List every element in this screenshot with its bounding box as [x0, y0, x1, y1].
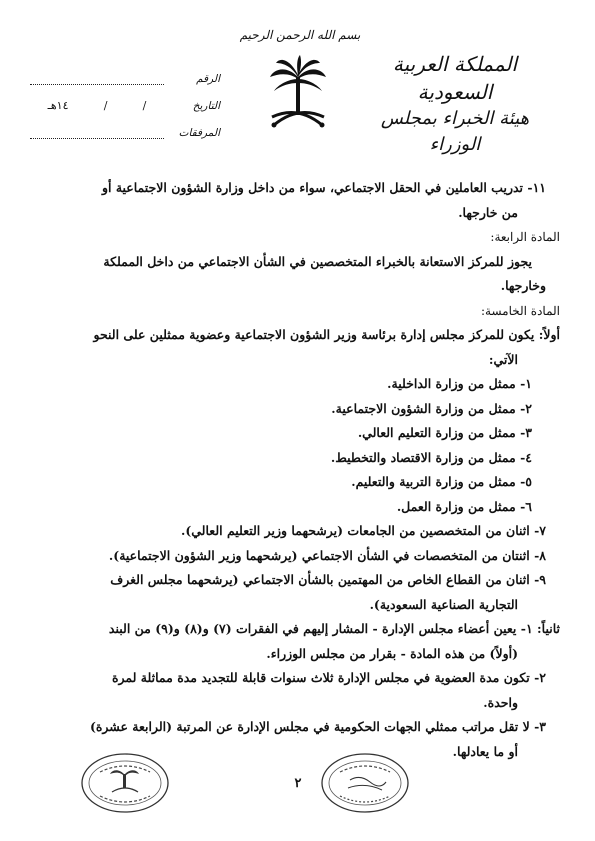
attachments-label: المرفقات [178, 127, 220, 139]
member-item: ٣- ممثل من وزارة التعليم العالي. [357, 425, 532, 440]
item-11-line-2: من خارجها. [458, 204, 518, 220]
member-9-line-1: ٩- اثنان من القطاع الخاص من المهتمين بالشأن الاجتماعي (يرشحهما مجلس الغرف [110, 572, 546, 587]
date-row [30, 85, 220, 112]
org-line-1: المملكة العربية السعودية [392, 52, 518, 104]
member-item: ٥- ممثل من وزارة التربية والتعليم. [351, 474, 532, 489]
member-9-line-2: التجارية الصناعية السعودية). [369, 596, 518, 612]
second-clause-3-line-1: ٣- لا تقل مراتب ممثلي الجهات الحكومية في مجلس الإدارة عن المرتبة (الرابعة عشرة) [89, 719, 546, 734]
ref-number-label: الرقم [196, 73, 220, 85]
article-4-line-2: وخارجها. [500, 278, 546, 293]
member-item: ٤- ممثل من وزارة الاقتصاد والتخطيط. [330, 449, 532, 465]
official-stamp-icon [320, 752, 410, 814]
date-label: التاريخ [192, 100, 220, 112]
article-4-heading: المادة الرابعة: [490, 230, 560, 244]
second-clause-2-line-2: واحدة. [483, 694, 518, 710]
member-item: ٧- اثنان من المتخصصين من الجامعات (يرشحهما وزير التعليم العالي). [181, 523, 546, 538]
document-body [40, 176, 560, 764]
page-number: ٢ [294, 776, 302, 791]
date-fill [30, 99, 164, 112]
second-clause-1-line-1: ثانياً: ١- يعين أعضاء مجلس الإدارة - المشار إليهم في الفقرات (٧) و(٨) و(٩) من البند [108, 621, 560, 636]
second-clause-2-line-1: ٢- تكون مدة العضوية في مجلس الإدارة ثلاث سنوات قابلة للتجديد مدة مماثلة لمرة [111, 670, 546, 685]
member-item: ٨- اثنتان من المتخصصات في الشأن الاجتماعي (يرشحهما وزير الشؤون الاجتماعية). [108, 547, 546, 563]
reference-fields [30, 58, 220, 139]
item-11-line-1: ١١- تدريب العاملين في الحقل الاجتماعي، سواء من داخل وزارة الشؤون الاجتماعية أو [101, 180, 546, 195]
member-item: ٦- ممثل من وزارة العمل. [396, 498, 532, 514]
saudi-emblem-icon [268, 55, 328, 135]
date-separator-1: / [142, 99, 147, 112]
first-clause-line-2: الآتي: [488, 351, 518, 367]
article-4-line-1: يجوز للمركز الاستعانة بالخبراء المتخصصين في الشأن الاجتماعي من داخل المملكة [103, 253, 532, 269]
attachments-line [30, 126, 164, 139]
attachments-row [30, 112, 220, 139]
article-5-heading: المادة الخامسة: [480, 303, 560, 318]
first-clause-line-1: أولاً: يكون للمركز مجلس إدارة برئاسة وزير الشؤون الاجتماعية وعضوية ممثلين على النحو [93, 327, 560, 342]
ref-number-line [30, 72, 164, 85]
org-line-2: هيئة الخبراء بمجلس الوزراء [380, 108, 530, 155]
official-stamp-icon [80, 752, 170, 814]
date-separator-2: / [103, 99, 108, 112]
letterhead [0, 0, 595, 155]
member-item: ١- ممثل من وزارة الداخلية. [387, 376, 532, 391]
second-clause-3-line-2: أو ما يعادلها. [452, 743, 518, 759]
basmala: بسم الله الرحمن الرحيم [239, 28, 361, 42]
member-item: ٢- ممثل من وزارة الشؤون الاجتماعية. [331, 400, 532, 416]
organization-name [355, 50, 555, 158]
ref-number-row [30, 58, 220, 85]
date-year-suffix: ١٤هـ [47, 99, 69, 112]
second-clause-1-line-2: (أولاً) من هذه المادة - بقرار من مجلس الوزراء. [266, 645, 518, 661]
